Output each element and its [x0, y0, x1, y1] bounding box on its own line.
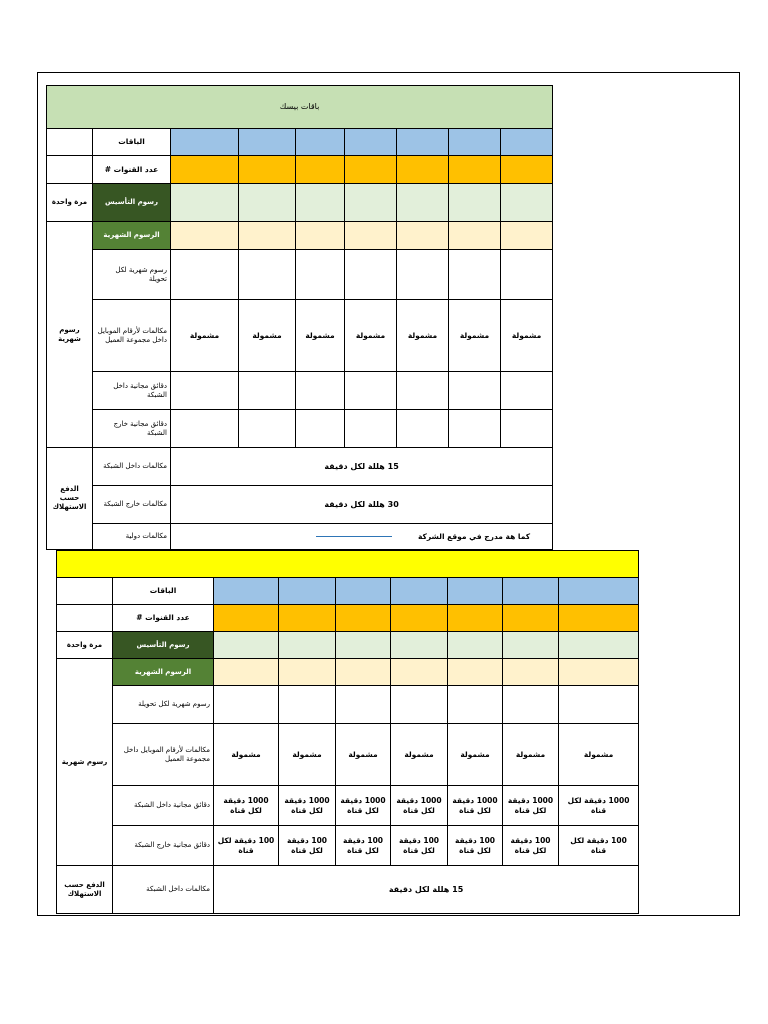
value-cell — [239, 250, 296, 300]
monthly-group-label: رسوم شهرية — [47, 222, 93, 448]
free-min-in-value: 1000 دقيقة لكل قناة — [391, 786, 448, 826]
value-cell — [214, 686, 279, 724]
company-site-link[interactable] — [316, 536, 392, 537]
monthly-fee-label: الرسوم الشهرية — [93, 222, 171, 250]
free-min-in-value: 1000 دقيقة لكل قناة — [503, 786, 559, 826]
value-cell — [501, 250, 553, 300]
channels-cell — [503, 605, 559, 632]
included-cell: مشمولة — [397, 300, 449, 372]
free-min-out-label: دقائق مجانية خارج الشبكة — [113, 826, 214, 866]
value-cell — [171, 372, 239, 410]
value-cell — [391, 686, 448, 724]
free-min-in-value: 1000 دقيقة لكل قناة — [448, 786, 503, 826]
channels-cell — [214, 605, 279, 632]
calls-out-rate: 30 هللة لكل دقيقة — [171, 486, 553, 524]
channels-cell — [345, 156, 397, 184]
calls-in-label: مكالمات داخل الشبكة — [93, 448, 171, 486]
monthly-fee-cell — [559, 659, 639, 686]
intl-calls-label: مكالمات دولية — [93, 524, 171, 550]
value-cell — [296, 372, 345, 410]
included-cell: مشمولة — [279, 724, 336, 786]
value-cell — [501, 410, 553, 448]
package-col — [501, 129, 553, 156]
channels-cell — [239, 156, 296, 184]
value-cell — [559, 686, 639, 724]
value-cell — [345, 410, 397, 448]
setup-fee-cell — [397, 184, 449, 222]
free-min-in-value: 1000 دقيقة لكل قناة — [336, 786, 391, 826]
empty-cell — [47, 129, 93, 156]
package-col — [214, 578, 279, 605]
included-cell: مشمولة — [559, 724, 639, 786]
included-cell: مشمولة — [239, 300, 296, 372]
setup-fee-cell — [279, 632, 336, 659]
monthly-fee-cell — [449, 222, 501, 250]
included-cell: مشمولة — [345, 300, 397, 372]
included-cell: مشمولة — [503, 724, 559, 786]
channels-cell — [296, 156, 345, 184]
value-cell — [171, 410, 239, 448]
value-cell — [503, 686, 559, 724]
value-cell — [449, 410, 501, 448]
value-cell — [279, 686, 336, 724]
channels-cell — [391, 605, 448, 632]
free-min-in-value: 1000 دقيقة لكل قناة — [559, 786, 639, 826]
monthly-fee-cell — [279, 659, 336, 686]
package-col — [397, 129, 449, 156]
channels-cell — [279, 605, 336, 632]
packages-header: الباقات — [93, 129, 171, 156]
monthly-fee-cell — [501, 222, 553, 250]
empty-cell — [57, 605, 113, 632]
monthly-fee-cell — [296, 222, 345, 250]
channels-cell — [559, 605, 639, 632]
monthly-fee-cell — [448, 659, 503, 686]
channels-cell — [397, 156, 449, 184]
free-min-in-value: 1000 دقيقة لكل قناة — [214, 786, 279, 826]
second-packages-table — [56, 550, 639, 914]
monthly-fee-cell — [171, 222, 239, 250]
free-min-out-value: 100 دقيقة لكل قناة — [391, 826, 448, 866]
value-cell — [501, 372, 553, 410]
channels-header: عدد القنوات # — [93, 156, 171, 184]
setup-fee-cell — [501, 184, 553, 222]
included-cell: مشمولة — [214, 724, 279, 786]
per-transfer-label: رسوم شهرية لكل تحويلة — [93, 250, 171, 300]
channels-cell — [449, 156, 501, 184]
value-cell — [397, 372, 449, 410]
package-col — [296, 129, 345, 156]
value-cell — [449, 372, 501, 410]
setup-fee-cell — [391, 632, 448, 659]
package-col — [559, 578, 639, 605]
channels-header: عدد القنوات # — [113, 605, 214, 632]
calls-in-label: مكالمات داخل الشبكة — [113, 866, 214, 914]
value-cell — [336, 686, 391, 724]
setup-fee-cell — [239, 184, 296, 222]
value-cell — [397, 410, 449, 448]
table-title: باقات بيسك — [47, 86, 553, 129]
package-col — [279, 578, 336, 605]
package-col — [448, 578, 503, 605]
channels-cell — [336, 605, 391, 632]
monthly-fee-cell — [391, 659, 448, 686]
free-min-out-label: دقائق مجانية خارج الشبكة — [93, 410, 171, 448]
included-cell: مشمولة — [449, 300, 501, 372]
monthly-fee-cell — [397, 222, 449, 250]
package-col — [336, 578, 391, 605]
mobile-calls-label: مكالمات لأرقام الموبايل داخل مجموعة العميل — [113, 724, 214, 786]
included-cell: مشمولة — [296, 300, 345, 372]
package-col — [449, 129, 501, 156]
free-min-out-value: 100 دقيقة لكل قناة — [503, 826, 559, 866]
monthly-fee-cell — [239, 222, 296, 250]
payg-group-label: الدفع حسب الاستهلاك — [47, 448, 93, 550]
intl-rate-cell — [171, 524, 553, 550]
free-min-in-label: دقائق مجانية داخل الشبكة — [93, 372, 171, 410]
monthly-fee-cell — [214, 659, 279, 686]
setup-fee-cell — [503, 632, 559, 659]
setup-fee-cell — [296, 184, 345, 222]
setup-fee-cell — [449, 184, 501, 222]
setup-fee-cell — [336, 632, 391, 659]
value-cell — [171, 250, 239, 300]
setup-fee-label: رسوم التأسيس — [93, 184, 171, 222]
value-cell — [239, 372, 296, 410]
included-cell: مشمولة — [501, 300, 553, 372]
free-min-in-value: 1000 دقيقة لكل قناة — [279, 786, 336, 826]
value-cell — [345, 372, 397, 410]
package-col — [345, 129, 397, 156]
monthly-group-label: رسوم شهرية — [57, 659, 113, 866]
setup-fee-cell — [214, 632, 279, 659]
free-min-out-value: 100 دقيقة لكل قناة — [279, 826, 336, 866]
included-cell: مشمولة — [336, 724, 391, 786]
value-cell — [397, 250, 449, 300]
setup-fee-cell — [448, 632, 503, 659]
package-col — [171, 129, 239, 156]
package-col — [391, 578, 448, 605]
package-col — [503, 578, 559, 605]
payg-group-label: الدفع حسب الاستهلاك — [57, 866, 113, 914]
free-min-out-value: 100 دقيقة لكل قناة — [214, 826, 279, 866]
included-cell: مشمولة — [448, 724, 503, 786]
monthly-fee-cell — [336, 659, 391, 686]
included-cell: مشمولة — [171, 300, 239, 372]
channels-cell — [171, 156, 239, 184]
mobile-calls-label: مكالمات لأرقام الموبايل داخل مجموعة العميل — [93, 300, 171, 372]
included-cell: مشمولة — [391, 724, 448, 786]
free-min-out-value: 100 دقيقة لكل قناة — [336, 826, 391, 866]
setup-fee-cell — [559, 632, 639, 659]
packages-header: الباقات — [113, 578, 214, 605]
value-cell — [296, 410, 345, 448]
monthly-fee-cell — [345, 222, 397, 250]
per-transfer-label: رسوم شهرية لكل تحويلة — [113, 686, 214, 724]
value-cell — [448, 686, 503, 724]
setup-fee-cell — [345, 184, 397, 222]
empty-cell — [57, 578, 113, 605]
monthly-fee-cell — [503, 659, 559, 686]
setup-fee-label: رسوم التأسيس — [113, 632, 214, 659]
free-min-out-value: 100 دقيقة لكل قناة — [559, 826, 639, 866]
value-cell — [345, 250, 397, 300]
value-cell — [449, 250, 501, 300]
intl-rate-text: كما هة مدرج في موقع الشركة — [417, 531, 531, 541]
monthly-fee-label: الرسوم الشهرية — [113, 659, 214, 686]
channels-cell — [501, 156, 553, 184]
one-time-label: مرة واحدة — [57, 632, 113, 659]
calls-out-label: مكالمات خارج الشبكة — [93, 486, 171, 524]
basic-packages-table — [46, 85, 553, 550]
channels-cell — [448, 605, 503, 632]
setup-fee-cell — [171, 184, 239, 222]
free-min-out-value: 100 دقيقة لكل قناة — [448, 826, 503, 866]
package-col — [239, 129, 296, 156]
calls-in-rate: 15 هللة لكل دقيقة — [214, 866, 639, 914]
calls-in-rate: 15 هللة لكل دقيقة — [171, 448, 553, 486]
empty-cell — [47, 156, 93, 184]
value-cell — [239, 410, 296, 448]
value-cell — [296, 250, 345, 300]
free-min-in-label: دقائق مجانية داخل الشبكة — [113, 786, 214, 826]
one-time-label: مرة واحدة — [47, 184, 93, 222]
yellow-banner — [57, 551, 639, 578]
